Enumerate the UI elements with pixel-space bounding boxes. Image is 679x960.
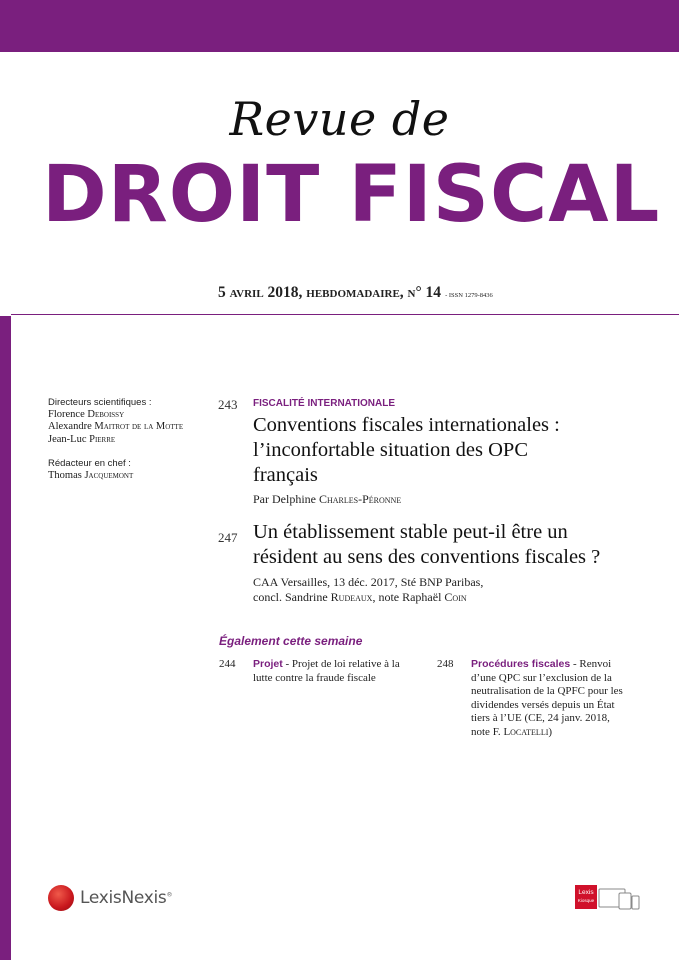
- editor-name: Thomas Jacquemont: [48, 470, 134, 482]
- issue-info: [218, 284, 493, 302]
- brief-rubric: Procédures fiscales: [471, 658, 571, 670]
- masthead-title: DROIT FISCAL: [42, 150, 661, 240]
- kiosque-badge-label: Lexis Kiosque: [575, 885, 597, 909]
- article-rubric: FISCALITÉ INTERNATIONALE: [253, 398, 396, 409]
- logo-text: LexisNexis®: [80, 888, 173, 908]
- brief-number: 244: [219, 658, 236, 670]
- director-name: Florence Deboissy: [48, 409, 125, 421]
- also-this-week-heading: Également cette semaine: [219, 634, 363, 648]
- lexis-kiosque-badge: [575, 885, 643, 911]
- masthead-subtitle: Revue de: [229, 92, 450, 146]
- article-headline[interactable]: Conventions fiscales internationales : l’inconfortable situation des OPC français: [253, 414, 560, 486]
- director-name: Alexandre Maitrot de la Motte: [48, 421, 184, 433]
- brief-rubric: Projet: [253, 658, 283, 670]
- devices-icon: [575, 885, 643, 911]
- header-rule: [11, 314, 679, 315]
- issue-date-number: 5 avril 2018, hebdomadaire, n° 14: [218, 284, 442, 301]
- brief-text: Procédures fiscales - Renvoi d’une QPC sur l’exclusion de la neutralisation de la QPFC pour les dividendes versés depuis un État tiers à l’UE (CE, 24 janv. 2018, note F. Locatelli): [471, 658, 623, 738]
- article-number: 243: [218, 397, 238, 412]
- article-headline[interactable]: Un établissement stable peut-il être un résident au sens des conventions fiscales ?: [253, 521, 601, 568]
- lexisnexis-logo: [48, 884, 172, 912]
- editorial-staff: [48, 397, 213, 482]
- editor-label: Rédacteur en chef :: [48, 457, 131, 469]
- directors-label: Directeurs scientifiques :: [48, 397, 152, 408]
- top-color-band: [0, 0, 679, 52]
- brief-text: Projet - Projet de loi relative à la lutte contre la fraude fiscale: [253, 658, 400, 684]
- left-color-band: [0, 316, 11, 960]
- article-number: 247: [218, 530, 238, 545]
- director-name: Jean-Luc Pierre: [48, 433, 116, 445]
- article-byline: Par Delphine Charles-Péronne: [253, 492, 402, 506]
- issn: - ISSN 1279-8436: [445, 292, 493, 299]
- lexisnexis-logo-icon: [48, 885, 74, 911]
- article-byline: CAA Versailles, 13 déc. 2017, Sté BNP Paribas, concl. Sandrine Rudeaux, note Raphaël Coin: [253, 575, 484, 604]
- brief-number: 248: [437, 658, 454, 670]
